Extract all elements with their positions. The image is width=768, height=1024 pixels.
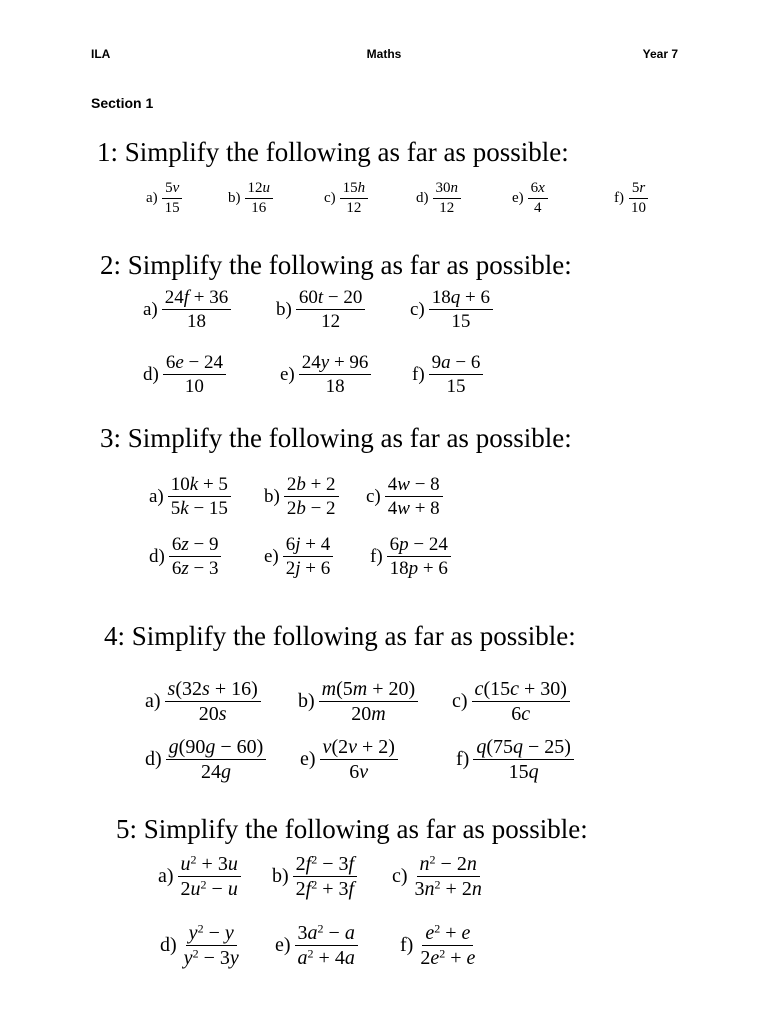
- item-label: e): [275, 934, 291, 957]
- denominator: 18p + 6: [389, 558, 448, 580]
- fraction: [284, 474, 339, 520]
- numerator: 2b + 2: [284, 474, 339, 497]
- denominator: 12: [321, 311, 341, 333]
- item-label: d): [416, 189, 429, 206]
- item-label: f): [400, 934, 414, 957]
- denominator: 24g: [200, 761, 231, 784]
- numerator: 12u: [245, 180, 274, 199]
- fraction: [293, 853, 357, 901]
- item-label: a): [149, 485, 164, 507]
- fraction: [472, 678, 570, 726]
- fraction: [162, 180, 183, 217]
- item-label: c): [410, 298, 425, 320]
- fraction: [166, 736, 267, 784]
- numerator: c(15c + 30): [472, 678, 570, 702]
- denominator: 18: [325, 376, 345, 398]
- numerator: 5r: [629, 180, 648, 199]
- item-label: e): [512, 189, 524, 206]
- denominator: $y^2 - 3y$: [183, 946, 239, 970]
- item-label: e): [280, 363, 295, 385]
- question-5-item-d: [160, 922, 242, 970]
- denominator: 12: [346, 199, 362, 216]
- fraction: [412, 853, 485, 901]
- fraction: [169, 534, 222, 580]
- question-3-item-b: [264, 474, 339, 520]
- question-5-item-b: [272, 853, 357, 901]
- question-4-item-d: [145, 736, 266, 784]
- question-3-item-a: [149, 474, 231, 520]
- denominator: 16: [251, 199, 267, 216]
- question-2-item-a: [143, 287, 231, 333]
- fraction: [283, 534, 334, 580]
- question-5-item-e: [275, 922, 358, 970]
- denominator: $3n^2 + 2n$: [414, 877, 482, 901]
- question-4-item-a: [145, 678, 261, 726]
- denominator: 5k − 15: [170, 498, 228, 520]
- numerator: 24y + 96: [299, 352, 372, 375]
- question-3-item-f: [370, 534, 451, 580]
- question-3-item-d: [149, 534, 221, 580]
- denominator: 2j + 6: [285, 558, 331, 580]
- question-2-item-b: [276, 287, 365, 333]
- denominator: $2e^2 + e$: [420, 946, 476, 970]
- denominator: 15q: [508, 761, 539, 784]
- numerator: 9a − 6: [429, 352, 484, 375]
- denominator: 4w + 8: [387, 498, 440, 520]
- item-label: e): [300, 748, 316, 771]
- item-label: a): [145, 690, 161, 713]
- numerator: 60t − 20: [296, 287, 366, 310]
- fraction: [385, 474, 443, 520]
- denominator: 18: [187, 311, 207, 333]
- question-2-item-d: [143, 352, 226, 398]
- numerator: m(5m + 20): [319, 678, 419, 702]
- item-label: f): [412, 363, 425, 385]
- numerator: 10k + 5: [168, 474, 231, 497]
- question-4-item-e: [300, 736, 398, 784]
- question-4-item-f: [456, 736, 574, 784]
- denominator: 20m: [351, 703, 386, 726]
- item-label: b): [272, 865, 289, 888]
- question-2-title: 2: Simplify the following as far as possible:: [100, 250, 572, 280]
- denominator: 15: [164, 199, 180, 216]
- numerator: 6j + 4: [283, 534, 334, 557]
- question-4-title: 4: Simplify the following as far as possible:: [104, 621, 576, 651]
- numerator: $n^2 - 2n$: [417, 853, 480, 877]
- denominator: $2f^2 + 3f$: [295, 877, 355, 901]
- question-1-item-f: [614, 180, 649, 217]
- fraction: [181, 922, 242, 970]
- fraction: [319, 678, 419, 726]
- item-label: c): [366, 485, 381, 507]
- item-label: c): [324, 189, 336, 206]
- item-label: b): [228, 189, 241, 206]
- question-2-item-e: [280, 352, 371, 398]
- question-1-item-a: [146, 180, 183, 217]
- item-label: d): [145, 748, 162, 771]
- question-5-item-f: [400, 922, 478, 970]
- fraction: [178, 853, 241, 901]
- item-label: f): [614, 189, 624, 206]
- numerator: 5v: [162, 180, 182, 199]
- item-label: a): [146, 189, 158, 206]
- denominator: 15: [451, 311, 471, 333]
- denominator: 12: [439, 199, 455, 216]
- fraction: [168, 474, 231, 520]
- fraction: [429, 352, 484, 398]
- numerator: $2f^2 - 3f$: [293, 853, 357, 877]
- numerator: 24f + 36: [162, 287, 232, 310]
- numerator: 15h: [340, 180, 369, 199]
- item-label: b): [298, 690, 315, 713]
- numerator: s(32s + 16): [165, 678, 261, 702]
- numerator: 4w − 8: [385, 474, 443, 497]
- numerator: 6e − 24: [163, 352, 226, 375]
- item-label: f): [456, 748, 470, 771]
- item-label: a): [158, 865, 174, 888]
- fraction: [628, 180, 649, 217]
- fraction: [165, 678, 261, 726]
- numerator: 30n: [433, 180, 462, 199]
- question-4-item-b: [298, 678, 418, 726]
- numerator: v(2v + 2): [320, 736, 398, 760]
- question-5-item-c: [392, 853, 485, 901]
- question-1-item-e: [512, 180, 548, 217]
- item-label: b): [276, 298, 292, 320]
- denominator: $a^2 + 4a$: [297, 946, 355, 970]
- fraction: [340, 180, 369, 217]
- item-label: e): [264, 545, 279, 567]
- numerator: 6p − 24: [387, 534, 451, 557]
- numerator: $u^2 + 3u$: [178, 853, 241, 877]
- numerator: $y^2 - y$: [186, 922, 237, 946]
- header-left: ILA: [91, 47, 111, 61]
- question-2-item-f: [412, 352, 483, 398]
- numerator: $3a^2 - a$: [295, 922, 358, 946]
- item-label: b): [264, 485, 280, 507]
- denominator: 10: [631, 199, 646, 216]
- item-label: f): [370, 545, 383, 567]
- numerator: 6x: [528, 180, 548, 199]
- numerator: 6z − 9: [169, 534, 222, 557]
- denominator: 6v: [349, 761, 369, 784]
- denominator: 10: [184, 376, 204, 398]
- item-label: c): [452, 690, 468, 713]
- fraction: [299, 352, 372, 398]
- fraction: [162, 287, 232, 333]
- item-label: c): [392, 865, 408, 888]
- question-1-title: 1: Simplify the following as far as possible:: [97, 137, 569, 167]
- numerator: $e^2 + e$: [422, 922, 473, 946]
- fraction: [433, 180, 462, 217]
- question-4-item-c: [452, 678, 570, 726]
- question-5-title: 5: Simplify the following as far as possible:: [116, 814, 588, 844]
- fraction: [429, 287, 493, 333]
- question-3-title: 3: Simplify the following as far as possible:: [100, 423, 572, 453]
- header-center: Maths: [366, 47, 402, 61]
- numerator: q(75q − 25): [473, 736, 574, 760]
- fraction: [295, 922, 358, 970]
- denominator: 6z − 3: [171, 558, 219, 580]
- denominator: 2b − 2: [286, 498, 336, 520]
- question-1-item-b: [228, 180, 273, 217]
- numerator: g(90g − 60): [166, 736, 267, 760]
- item-label: d): [160, 934, 177, 957]
- question-3-item-c: [366, 474, 443, 520]
- denominator: 20s: [198, 703, 227, 726]
- question-2-item-c: [410, 287, 493, 333]
- fraction: [387, 534, 451, 580]
- fraction: [528, 180, 548, 217]
- header-right: Year 7: [642, 47, 678, 61]
- item-label: a): [143, 298, 158, 320]
- item-label: d): [143, 363, 159, 385]
- denominator: 15: [446, 376, 466, 398]
- fraction: [245, 180, 274, 217]
- fraction: [473, 736, 574, 784]
- section-title: Section 1: [91, 95, 154, 111]
- question-1-item-c: [324, 180, 368, 217]
- fraction: [320, 736, 398, 784]
- denominator: 4: [533, 199, 542, 216]
- fraction: [296, 287, 366, 333]
- numerator: 18q + 6: [429, 287, 493, 310]
- fraction: [163, 352, 226, 398]
- question-1-item-d: [416, 180, 461, 217]
- fraction: [417, 922, 478, 970]
- item-label: d): [149, 545, 165, 567]
- question-3-item-e: [264, 534, 333, 580]
- denominator: 6c: [511, 703, 531, 726]
- question-5-item-a: [158, 853, 241, 901]
- denominator: $2u^2 - u$: [180, 877, 238, 901]
